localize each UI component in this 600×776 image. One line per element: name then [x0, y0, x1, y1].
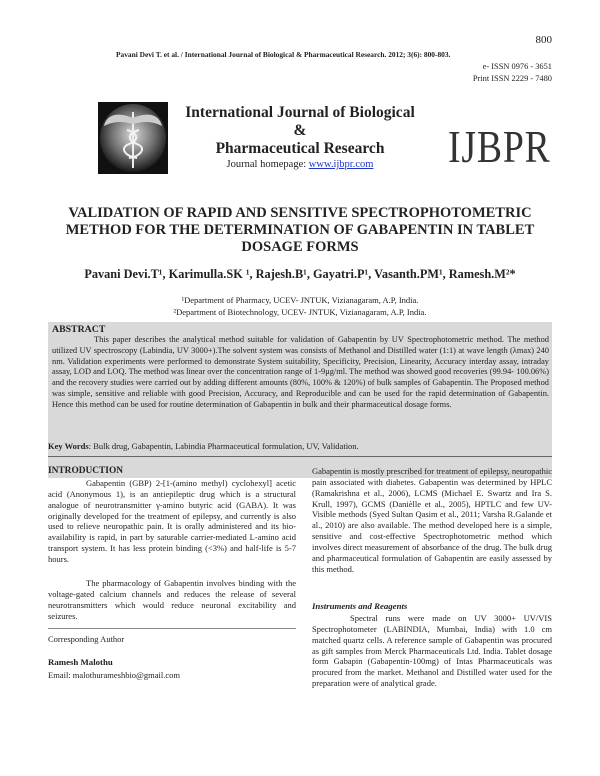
keywords-label: Key Words: [48, 441, 89, 451]
journal-title-line1: International Journal of Biological: [185, 104, 415, 121]
footnote-divider: [48, 628, 296, 629]
corresponding-label: Corresponding Author: [48, 634, 125, 644]
intro-paragraph-2: The pharmacology of Gabapentin involves binding with the voltage-gated calcium channels and reduces the release of several neurotransmitters which would reduce neuronal excitability and seizures.: [48, 578, 296, 621]
homepage-link[interactable]: www.ijbpr.com: [308, 159, 374, 170]
page-number: 800: [535, 34, 552, 46]
instruments-heading: Instruments and Reagents: [312, 601, 408, 611]
keywords: [48, 441, 552, 457]
affiliation-2: ²Department of Biotechnology, UCEV- JNTUK, Vizianagaram, A.P, India.: [173, 307, 427, 317]
keywords-text: : Bulk drug, Gabapentin, Labindia Pharmaceutical formulation, UV, Validation.: [88, 441, 359, 451]
corresponding-email: Email: malothurameshbio@gmail.com: [48, 670, 180, 680]
running-citation: Pavani Devi T. et al. / International Journal of Biological & Pharmaceutical Research. 2012; 3(6): 800-803.: [116, 50, 451, 59]
article-title: VALIDATION OF RAPID AND SENSITIVE SPECTROPHOTOMETRIC METHOD FOR THE DETERMINATION OF GABAPENTIN IN TABLET DOSAGE FORMS: [65, 205, 535, 255]
affiliation-1: ¹Department of Pharmacy, UCEV- JNTUK, Vizianagaram, A.P, India.: [181, 295, 419, 305]
instruments-text: Spectral runs were made on UV 3000+ UV/VIS Spectrophotometer (LABINDIA, Mumbai, India) with 1.0 cm matched quartz cells. A reference sample of Gabapentin was procured as gift samples from Merck Pharmaceuticals Ltd. India. Tablet dosage form Gabapin (Gabapentin-100mg) of Intas Pharmaceuticals was procured from the market. Methanol and Distilled water used for the preparation were of analytical grade.: [312, 613, 552, 689]
journal-title: [168, 104, 432, 158]
journal-abbrev-logo: IJBPR: [448, 121, 551, 172]
e-issn: e- ISSN 0976 - 3651: [482, 62, 552, 71]
intro-paragraph-1: Gabapentin (GBP) 2-[1-(amino methyl) cyclohexyl] acetic acid (Anonymous 1), is an antiepileptic drug which is a structural analogue of neurotransmitter γ-amino butyric acid (GABA). It was originally developed for the treatment of epilepsy, and currently is also used to relieve neuropathic pain. It is orally administered and its bio-availability is rapid, in part by saturable carrier-mediated L-amino acid transport system. It has less protein binding (<3%) and half-life is 5-7 hours.: [48, 478, 296, 564]
journal-title-line3: Pharmaceutical Research: [215, 140, 385, 157]
abstract-text: This paper describes the analytical method suitable for validation of Gabapentin by UV Spectrophotometric method. The method utilized UV spectroscopy (Labindia, UV 3000+).The solvent system was consists of Methanol and Distilled water (1:1) at wave length (λmax) 240 nm. Validation experiments were performed to demonstrate System suitability, Specificity, Precision, Linearity, Accuracy interday assay, intraday assay, LOD and LOQ. The method was linear over the concentration range of 1-9μg/ml. The method was showed good recoveries (99.94- 100.06%) and the recovery studies were carried out by adding different amounts (80%, 100% & 120%) of bulk samples of Gabapentin. The Proposed method was simple, sensitive and reliable with good Precision, Accuracy, and Reproducible and can be used for the rapid determination of Gabapentin. Hence this method can be used for routine determination of Gabapentin in bulk and their pharmaceutical dosage forms.: [52, 335, 549, 409]
intro-paragraph-3: Gabapentin is mostly prescribed for treatment of epilepsy, neuropathic pain associated with diabetes. Gabapentin was determined by HPLC (Ramakrishna et al., 2006), LCMS (Michael E. Swartz and Ira S. Krull, 1997), GCMS (Danièlle et al., 2005), HPTLC and few UV-Visible methods (Syed Sultan Qasim et al., 2011; Varsha R.Galande et al., 2010) are also available. The method developed here is a simple, sensitive and cost-effective Spectrophotometric method which involves direct measurement of absorbance of the drug. The bulk drug and pharmaceutical formulation of Gabapentin are easily assessed by this method.: [312, 466, 552, 574]
introduction-heading: INTRODUCTION: [48, 466, 124, 476]
abstract-heading: ABSTRACT: [52, 324, 106, 335]
journal-homepage: [168, 159, 432, 170]
journal-title-line2: &: [293, 122, 307, 139]
caduceus-logo-icon: [98, 102, 168, 174]
homepage-label: Journal homepage:: [226, 159, 309, 170]
author-list: Pavani Devi.T¹, Karimulla.SK ¹, Rajesh.B¹, Gayatri.P¹, Vasanth.PM¹, Ramesh.M²*: [84, 267, 516, 281]
corresponding-name: Ramesh Malothu: [48, 657, 113, 667]
print-issn: Print ISSN 2229 - 7480: [472, 74, 552, 83]
